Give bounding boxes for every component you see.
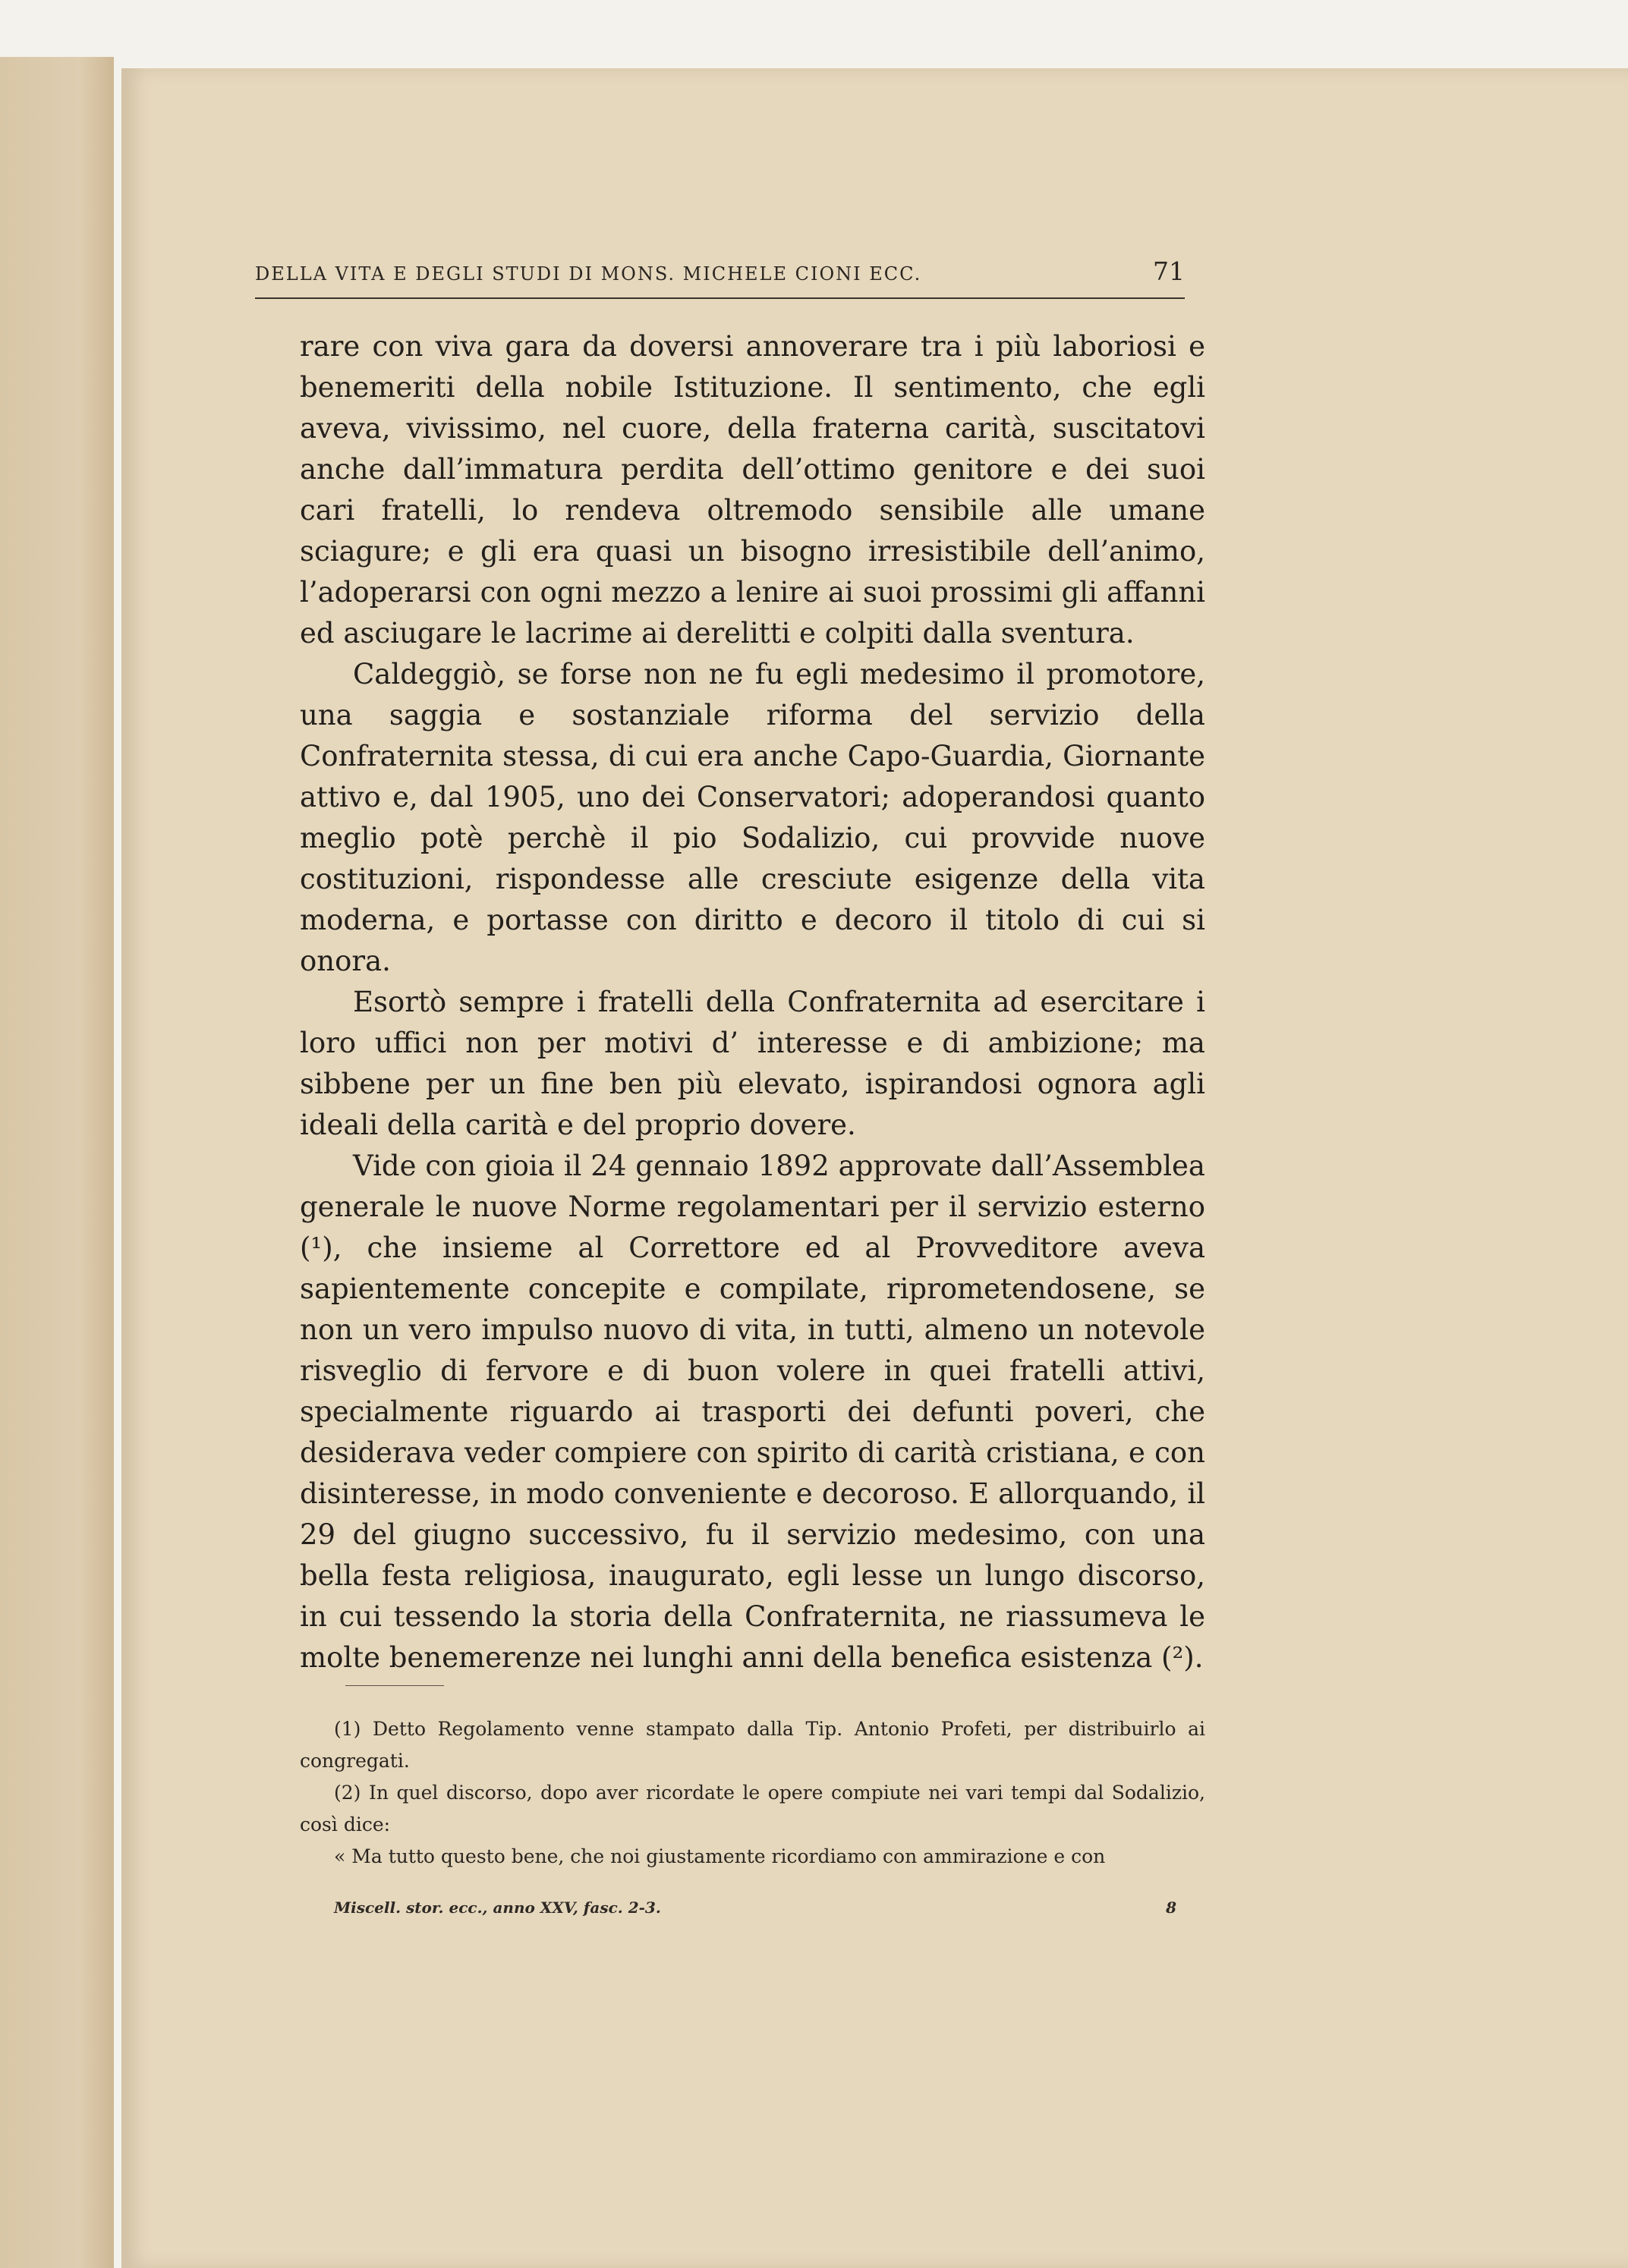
running-head-title: DELLA VITA E DEGLI STUDI DI MONS. MICHELE CIONI ECC.: [255, 263, 922, 285]
paragraph-3: Esortò sempre i fratelli della Confraternita ad esercitare i loro uffici non per motivi d’ interesse e di ambizione; ma sibbene per un fine ben più elevato, ispirandosi ognora agli ideali della carità e del proprio dovere.: [300, 986, 1205, 1141]
footnote-1: (1) Detto Regolamento venne stampato dalla Tip. Antonio Profeti, per distribuirlo ai congregati.: [300, 1718, 1205, 1772]
page-number: 71: [1153, 256, 1185, 286]
signature-text: Miscell. stor. ecc., anno XXV, fasc. 2-3.: [334, 1898, 661, 1917]
signature-mark: 8: [1166, 1898, 1176, 1917]
footnote-3: « Ma tutto questo bene, che noi giustamente ricordiamo con ammirazione e con: [334, 1845, 1106, 1867]
footnote-rule: [345, 1685, 444, 1686]
paragraph-4: Vide con gioia il 24 gennaio 1892 approvate dall’Assemblea generale le nuove Norme regolamentari per il servizio esterno (¹), che insieme al Correttore ed al Provveditore aveva sapientemente concepite e compilate, riprometendosene, se non un vero impulso nuovo di vita, in tutti, almeno un notevole risveglio di fervore e di buon volere in quei fratelli attivi, specialmente riguardo ai trasporti dei defunti poveri, che desiderava veder compiere con spirito di carità cristiana, e con disinteresse, in modo conveniente e decoroso. E allorquando, il 29 del giugno successivo, fu il servizio medesimo, con una bella festa religiosa, inaugurato, egli lesse un lungo discorso, in cui tessendo la storia della Confraternita, ne riassumeva le molte benemerenze nei lunghi anni della benefica esistenza (²).: [300, 1150, 1205, 1674]
running-head: [255, 256, 1185, 286]
paragraph-2: Caldeggiò, se forse non ne fu egli medesimo il promotore, una saggia e sostanziale riforma del servizio della Confraternita stessa, di cui era anche Capo-Guardia, Giornante attivo e, dal 1905, uno dei Conservatori; adoperandosi quanto meglio potè perchè il pio Sodalizio, cui provvide nuove costituzioni, rispondesse alle cresciute esigenze della vita moderna, e portasse con diritto e decoro il titolo di cui si onora.: [300, 658, 1205, 977]
header-rule: [255, 297, 1185, 299]
signature-line: [334, 1898, 1176, 1917]
footnote-2: (2) In quel discorso, dopo aver ricordate le opere compiute nei vari tempi dal Sodalizio, così dice:: [300, 1782, 1205, 1835]
body-text: [300, 326, 1205, 1678]
paragraph-1: rare con viva gara da doversi annoverare tra i più laboriosi e benemeriti della nobile Istituzione. Il sentimento, che egli aveva, vivissimo, nel cuore, della fraterna carità, suscitatovi anche dall’immatura perdita dell’ottimo genitore e dei suoi cari fratelli, lo rendeva oltremodo sensibile alle umane sciagure; e gli era quasi un bisogno irresistibile dell’animo, l’adoperarsi con ogni mezzo a lenire ai suoi prossimi gli affanni ed asciugare le lacrime ai derelitti e colpiti dalla sventura.: [300, 330, 1205, 650]
footnotes: [300, 1713, 1205, 1873]
facing-page-edge: [0, 57, 114, 2268]
